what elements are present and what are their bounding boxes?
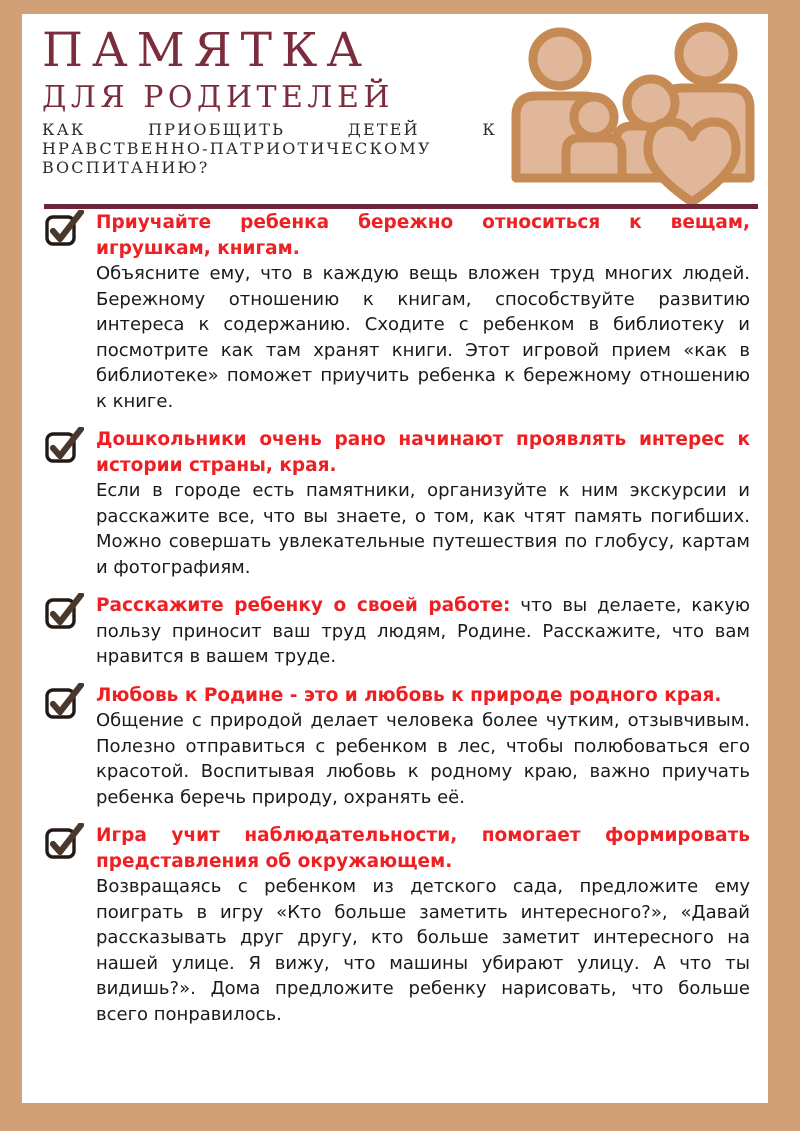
tip-body: Если в городе есть памятники, организуйте к ним экскурсии и расскажите все, что вы знаете, о том, как чтят память погибших. Можно совершать увлекательные путешествия по глобусу, картам и фотографиям. xyxy=(96,480,750,578)
poster-header xyxy=(22,14,768,210)
checkbox-checked-icon xyxy=(44,210,84,248)
tip-heading: Любовь к Родине - это и любовь к природе родного края. xyxy=(96,684,722,706)
header-divider xyxy=(44,204,758,209)
poster-page xyxy=(22,14,768,1103)
checkbox-checked-icon xyxy=(44,427,84,465)
tip-body: Общение с природой делает человека более чутким, отзывчивым. Полезно отправиться с ребенком в лес, чтобы полюбоваться его красотой. Воспитывая любовь к родному краю, важно приучать ребенка беречь природу, охранять её. xyxy=(96,710,750,808)
family-with-heart-icon xyxy=(504,18,762,213)
checkbox-checked-icon xyxy=(44,683,84,721)
tip-item xyxy=(40,210,750,414)
tip-item xyxy=(40,683,750,811)
tip-heading: Игра учит наблюдательности, помогает формировать представления об окружающем. xyxy=(96,825,750,872)
tip-heading: Дошкольники очень рано начинают проявлять интерес к истории страны, края. xyxy=(96,429,750,476)
tip-heading: Расскажите ребенку о своей работе: xyxy=(96,595,511,616)
tip-heading: Приучайте ребенка бережно относиться к вещам, игрушкам, книгам. xyxy=(96,212,750,259)
page-subtitle: ДЛЯ РОДИТЕЛЕЙ xyxy=(42,80,395,115)
checkbox-checked-icon xyxy=(44,823,84,861)
tip-body: Возвращаясь с ребенком из детского сада, предложите ему поиграть в игру «Кто больше заметить интересного?», «Давай рассказывать друг другу, кто больше заметит интересного на нашей улице. Я вижу, что машины убирают улицу. А что ты видишь?». Дома предложите ребенку нарисовать, что больше всего понравилось. xyxy=(96,876,750,1025)
tip-item xyxy=(40,427,750,580)
title-block xyxy=(42,24,512,177)
checkbox-checked-icon xyxy=(44,593,84,631)
tip-body: Объясните ему, что в каждую вещь вложен труд многих людей. Бережному отношению к книгам, способствуйте развитию интереса к содержанию. Сходите с ребенком в библиотеку и посмотрите как там хранят книги. Этот игровой прием «как в библиотеке» поможет приучить ребенка к бережному отношению к книге. xyxy=(96,263,750,412)
page-question-line-1: КАК ПРИОБЩИТЬ ДЕТЕЙ К xyxy=(42,120,497,139)
tips-list xyxy=(22,210,768,1027)
page-question-line-3: ВОСПИТАНИЮ? xyxy=(42,158,210,177)
tip-item xyxy=(40,823,750,1027)
page-question-line-2: НРАВСТВЕННО-ПАТРИОТИЧЕСКОМУ xyxy=(42,139,432,158)
page-question xyxy=(42,120,497,177)
tip-body: что вы делаете, какую пользу приносит ваш труд людям, Родине. Расскажите, что вам нравится в вашем труде. xyxy=(96,595,750,667)
tip-item xyxy=(40,593,750,670)
page-title: ПАМЯТКА xyxy=(42,23,371,78)
tip-paragraph xyxy=(96,593,750,670)
